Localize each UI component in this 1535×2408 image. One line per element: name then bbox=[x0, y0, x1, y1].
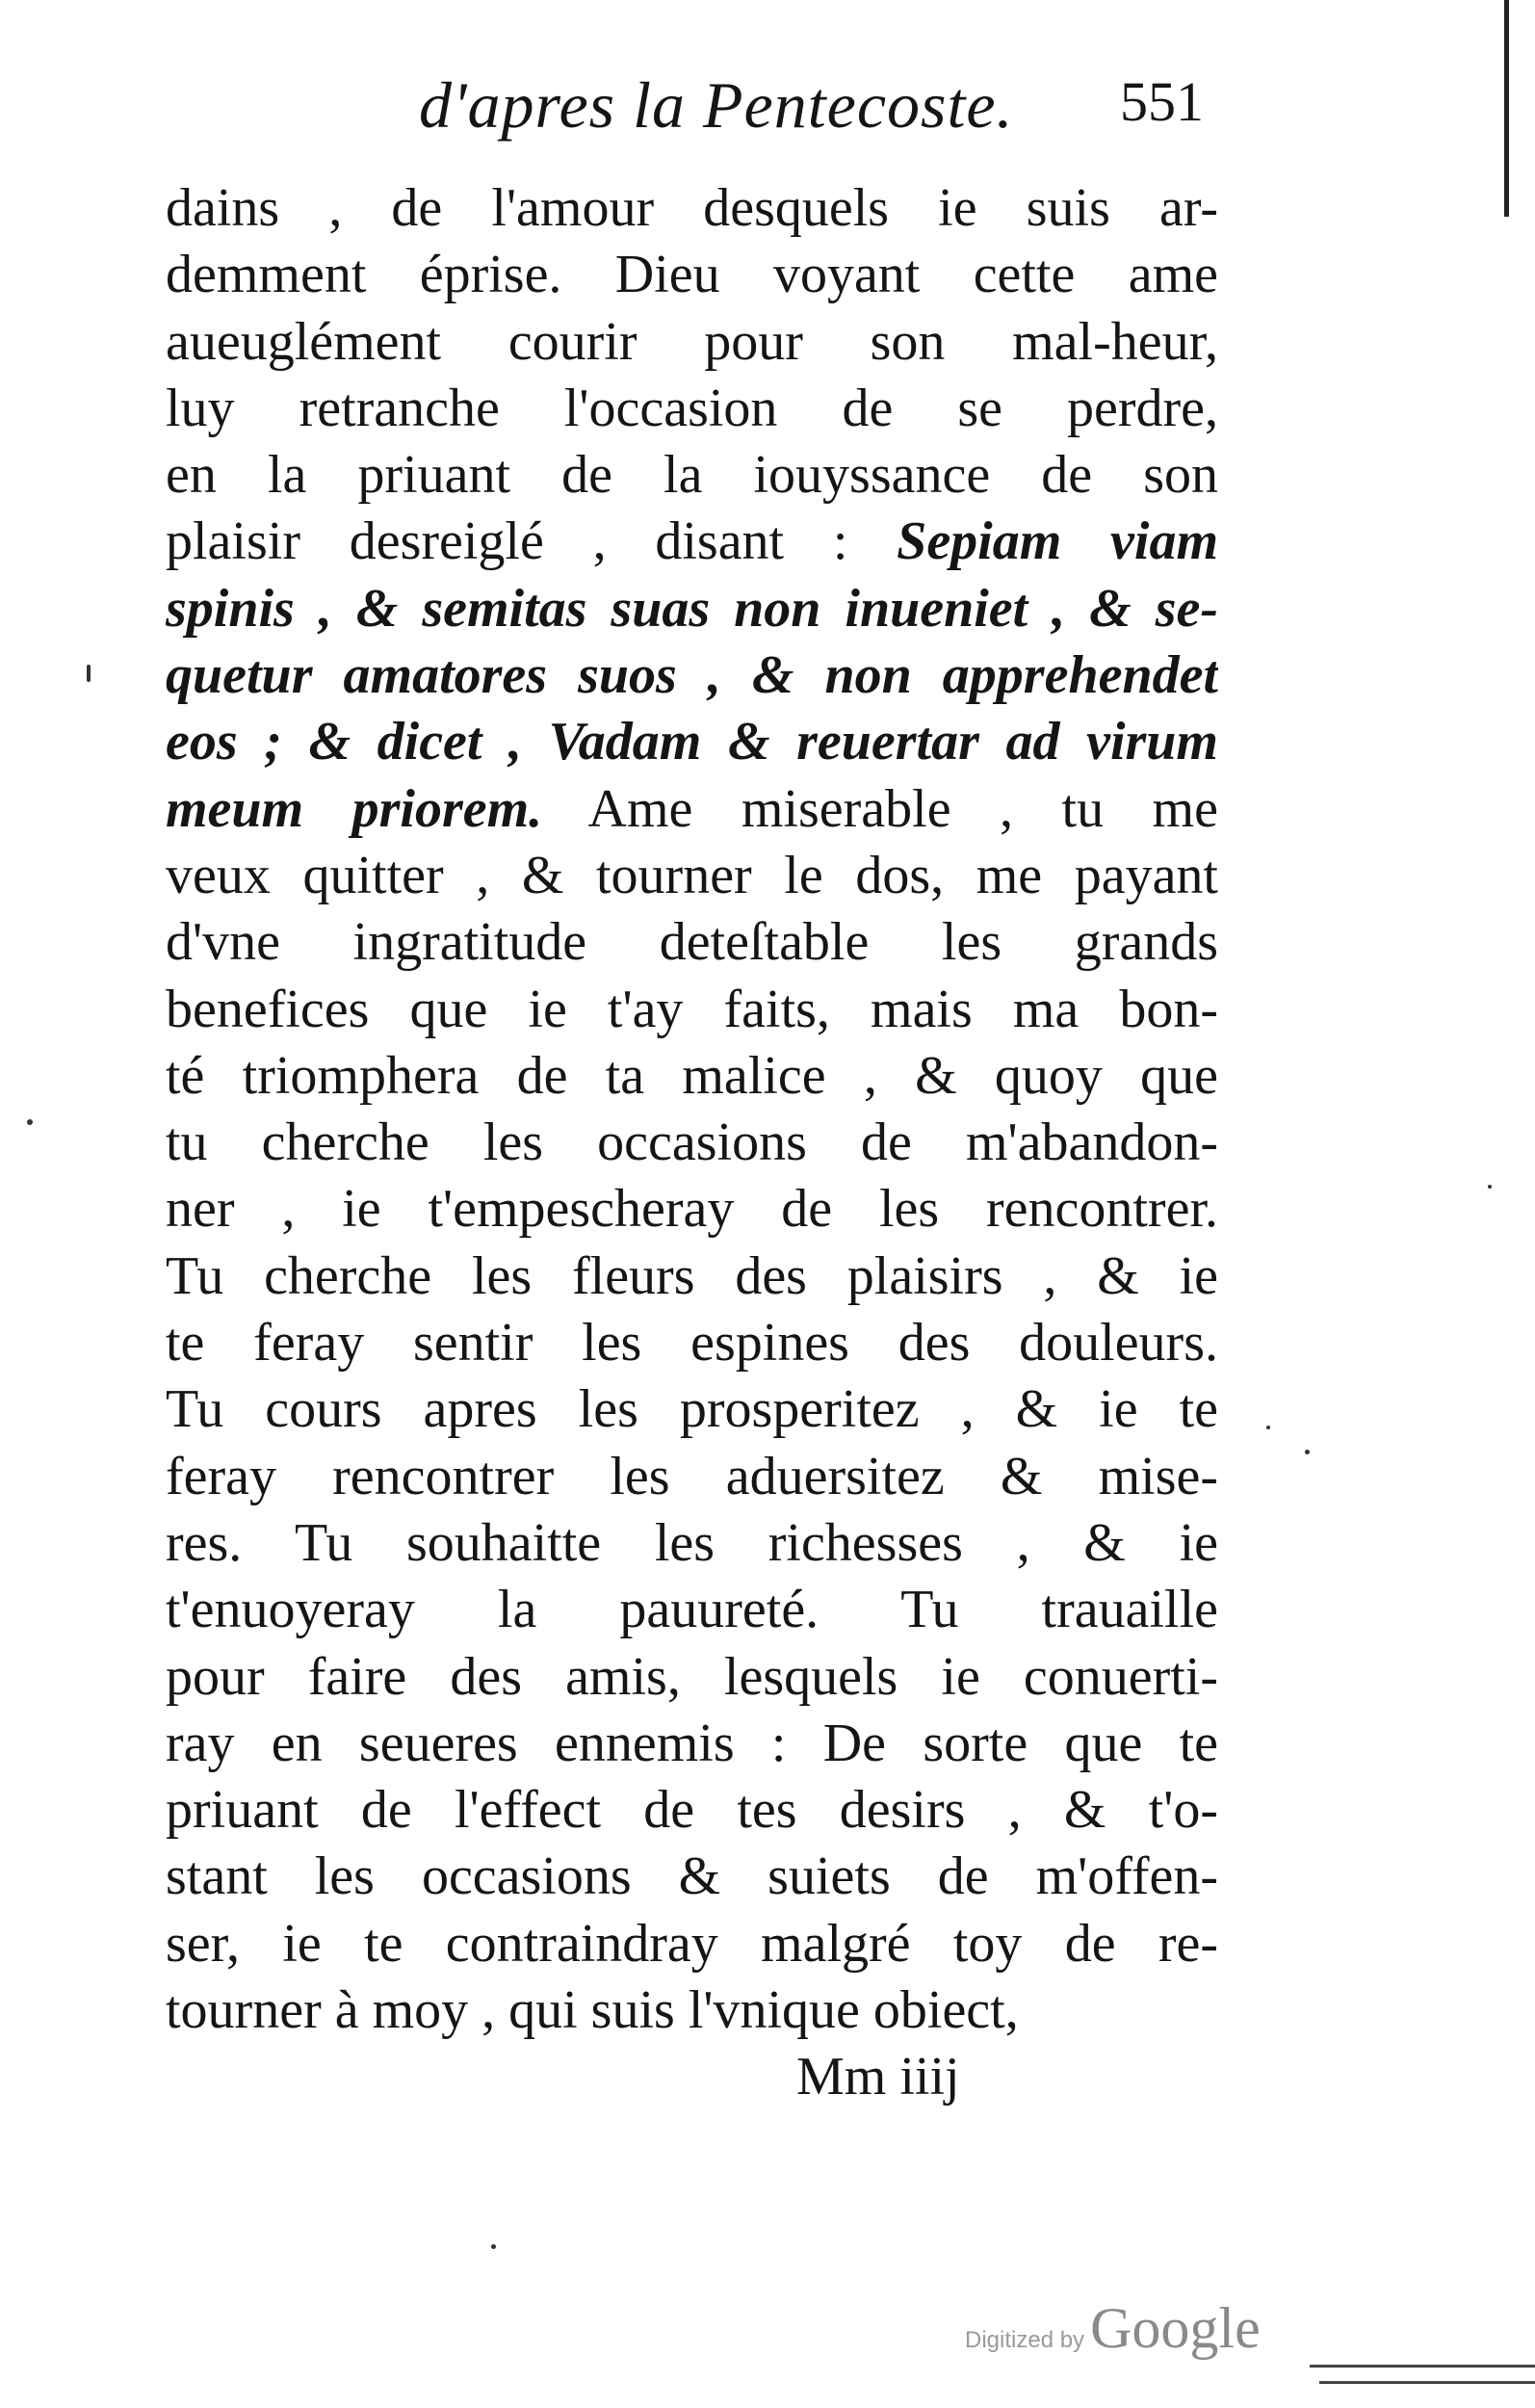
signature-mark: Mm iiij bbox=[796, 2047, 960, 2107]
digitized-watermark bbox=[965, 2295, 1261, 2363]
latin-quote-line: quetur amatores suos , & non apprehendet bbox=[166, 645, 1218, 706]
ink-speck bbox=[87, 665, 91, 682]
text-line: priuant de l'effect de tes desirs , & t'o- bbox=[166, 1780, 1218, 1841]
text-line: luy retranche l'occasion de se perdre, bbox=[166, 378, 1218, 438]
text-line: tourner à moy , qui suis l'vnique obiect, bbox=[166, 1980, 1019, 2041]
ink-speck bbox=[1266, 1426, 1270, 1429]
ink-speck bbox=[1305, 1450, 1310, 1454]
text-line: benefices que ie t'ay faits, mais ma bon- bbox=[166, 979, 1218, 1039]
bottom-rule bbox=[1319, 2381, 1535, 2384]
ink-speck bbox=[1488, 1185, 1492, 1189]
text-line-start: plaisir desreiglé , disant : bbox=[166, 511, 848, 572]
body-text bbox=[166, 175, 1218, 2111]
latin-quote-line: eos ; & dicet , Vadam & reuertar ad virum bbox=[166, 712, 1218, 772]
text-line: Tu cours apres les prosperitez , & ie te bbox=[166, 1379, 1218, 1440]
text-line: tu cherche les occasions de m'abandon- bbox=[166, 1112, 1218, 1173]
text-line: ray en seueres ennemis : De sorte que te bbox=[166, 1713, 1218, 1773]
page-header bbox=[188, 60, 1237, 166]
text-line: ser, ie te contraindray malgré toy de re- bbox=[166, 1913, 1218, 1974]
latin-quote: Sepiam viam bbox=[897, 511, 1218, 572]
ink-speck bbox=[491, 2244, 496, 2249]
text-line: demment éprise. Dieu voyant cette ame bbox=[166, 245, 1218, 305]
signature-line bbox=[166, 2044, 1218, 2110]
text-line: res. Tu souhaitte les richesses , & ie bbox=[166, 1512, 1218, 1573]
text-line: feray rencontrer les aduersitez & mise- bbox=[166, 1446, 1218, 1506]
text-line-with-latin bbox=[166, 509, 1218, 575]
bottom-rule bbox=[1310, 2365, 1535, 2368]
text-line-tail: Ame miserable , tu me bbox=[587, 778, 1218, 839]
text-line: veux quitter , & tourner le dos, me payant bbox=[166, 845, 1218, 905]
watermark-prefix: Digitized by bbox=[965, 2327, 1085, 2353]
text-line: Tu cherche les fleurs des plaisirs , & ie bbox=[166, 1245, 1218, 1306]
ink-speck bbox=[27, 1119, 33, 1125]
text-line: d'vne ingratitude deteſtable les grands bbox=[166, 912, 1218, 973]
text-line: t'enuoyeray la pauureté. Tu trauaille bbox=[166, 1580, 1218, 1640]
page-edge-rule bbox=[1504, 0, 1509, 217]
google-logo: Google bbox=[1090, 2296, 1261, 2360]
text-line: te feray sentir les espines des douleurs. bbox=[166, 1313, 1218, 1374]
text-line: stant les occasions & suiets de m'offen- bbox=[166, 1846, 1218, 1907]
text-line: aueuglément courir pour son mal-heur, bbox=[166, 311, 1218, 372]
latin-quote-line: spinis , & semitas suas non inueniet , & se- bbox=[166, 578, 1218, 639]
page-number: 551 bbox=[1120, 70, 1204, 133]
text-line: ner , ie t'empescheray de les rencontrer. bbox=[166, 1179, 1218, 1240]
running-title: d'apres la Pentecoste. bbox=[419, 68, 1014, 142]
text-line: pour faire des amis, lesquels ie conuerti- bbox=[166, 1646, 1218, 1707]
text-line: té triomphera de ta malice , & quoy que bbox=[166, 1045, 1218, 1106]
text-line: dains , de l'amour desquels ie suis ar- bbox=[166, 178, 1218, 238]
text-line-with-latin bbox=[166, 776, 1218, 843]
latin-quote-end: meum priorem. bbox=[166, 778, 543, 839]
text-line: en la priuant de la iouyssance de son bbox=[166, 445, 1218, 506]
